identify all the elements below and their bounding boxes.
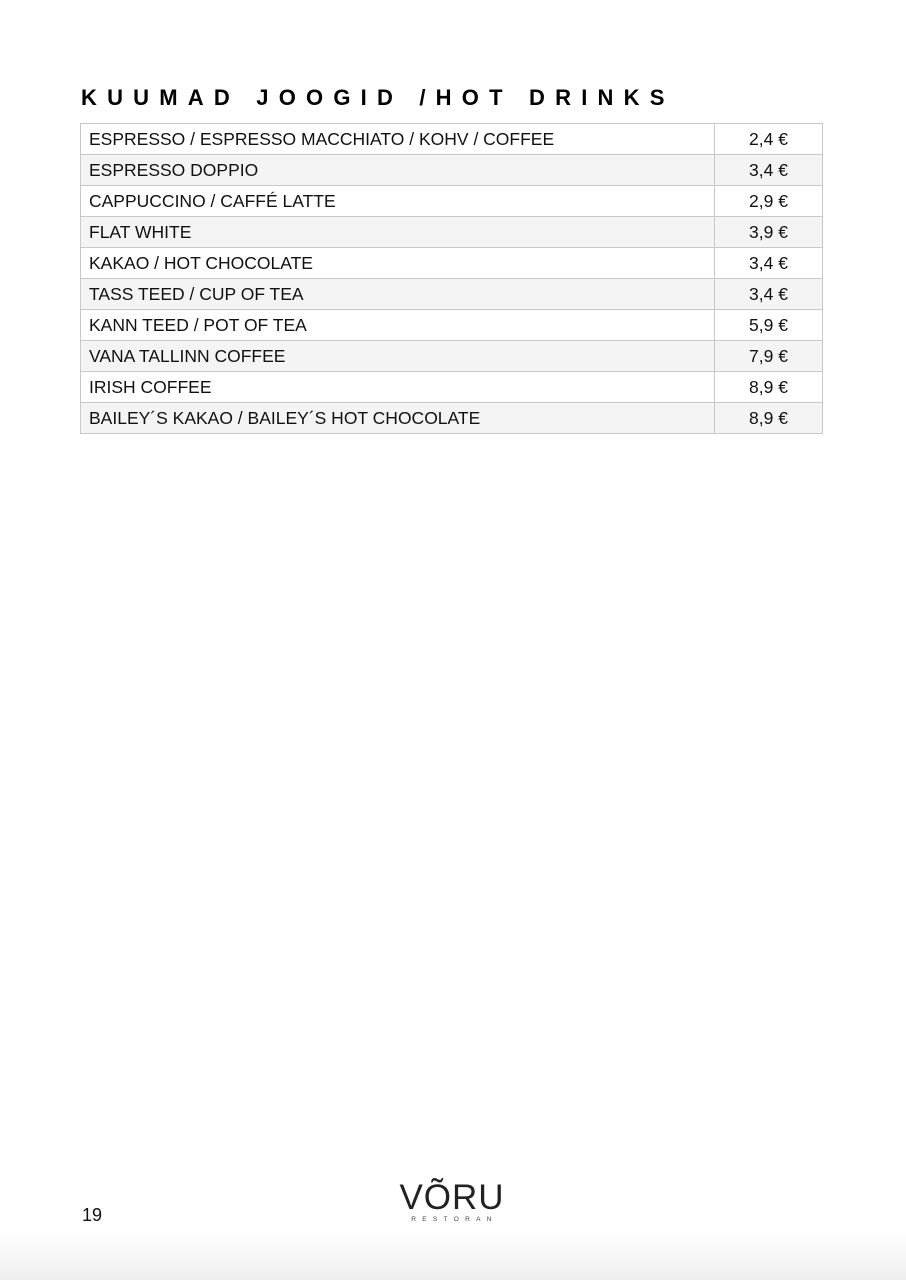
menu-row [81, 124, 823, 155]
menu-item-name: CAPPUCCINO / CAFFÉ LATTE [81, 186, 715, 217]
menu-item-price: 2,4 € [715, 124, 823, 155]
menu-item-name: ESPRESSO DOPPIO [81, 155, 715, 186]
menu-item-name: FLAT WHITE [81, 217, 715, 248]
menu-item-price: 2,9 € [715, 186, 823, 217]
menu-row [81, 248, 823, 279]
section-title: KUUMAD JOOGID /HOT DRINKS [81, 85, 675, 110]
menu-item-name: VANA TALLINN COFFEE [81, 341, 715, 372]
menu-item-name: BAILEY´S KAKAO / BAILEY´S HOT CHOCOLATE [81, 403, 715, 434]
logo-wordmark: VÕRU [399, 1178, 505, 1217]
menu-row [81, 155, 823, 186]
menu-item-price: 8,9 € [715, 403, 823, 434]
restaurant-logo [398, 1180, 506, 1224]
menu-item-name: TASS TEED / CUP OF TEA [81, 279, 715, 310]
logo-subtext: RESTORAN [411, 1216, 498, 1223]
menu-item-price: 3,9 € [715, 217, 823, 248]
menu-item-name: IRISH COFFEE [81, 372, 715, 403]
menu-item-price: 3,4 € [715, 155, 823, 186]
menu-item-price: 8,9 € [715, 372, 823, 403]
menu-item-name: ESPRESSO / ESPRESSO MACCHIATO / KOHV / COFFEE [81, 124, 715, 155]
page-bottom-shade [0, 1230, 906, 1280]
menu-item-price: 7,9 € [715, 341, 823, 372]
menu-item-price: 3,4 € [715, 279, 823, 310]
menu-item-price: 3,4 € [715, 248, 823, 279]
menu-row [81, 372, 823, 403]
menu-item-name: KAKAO / HOT CHOCOLATE [81, 248, 715, 279]
menu-table [80, 123, 823, 434]
menu-row [81, 186, 823, 217]
menu-item-name: KANN TEED / POT OF TEA [81, 310, 715, 341]
menu-row [81, 403, 823, 434]
page-number: 19 [82, 1205, 103, 1225]
menu-row [81, 310, 823, 341]
menu-row [81, 279, 823, 310]
menu-row [81, 217, 823, 248]
menu-item-price: 5,9 € [715, 310, 823, 341]
menu-row [81, 341, 823, 372]
